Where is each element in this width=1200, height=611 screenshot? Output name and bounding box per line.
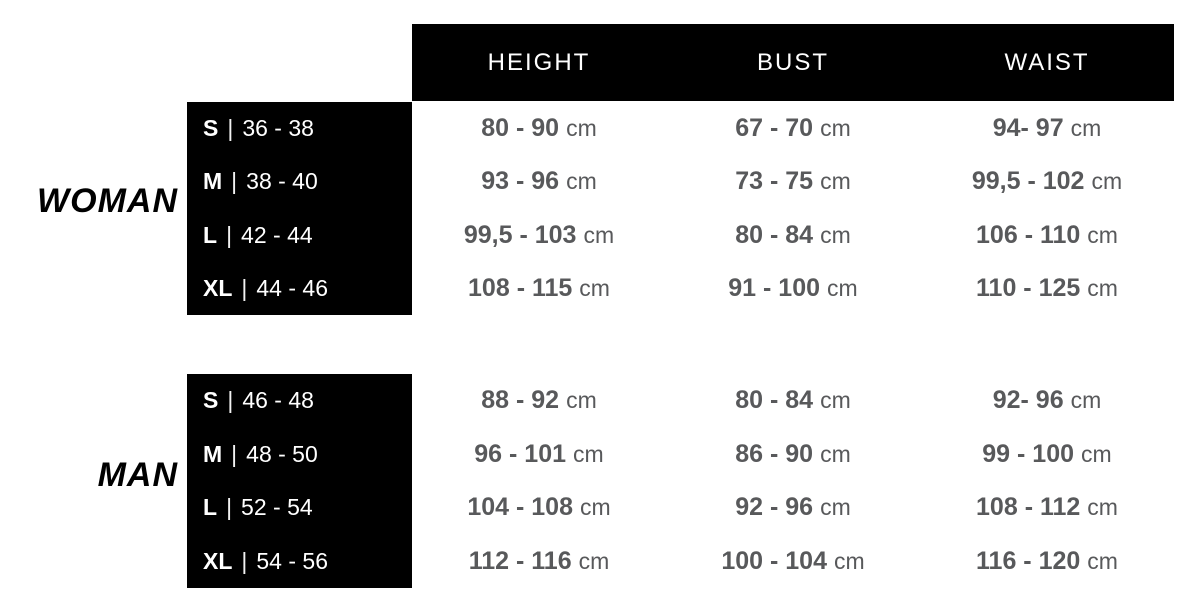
unit-label: cm [827, 274, 858, 301]
woman-m-height: 93 - 96 cm [481, 167, 597, 196]
man-row-xl [412, 535, 1174, 589]
size-range: 46 - 48 [242, 387, 314, 414]
size-range: 42 - 44 [241, 221, 313, 248]
woman-xl-height: 108 - 115 cm [468, 273, 610, 302]
man-s-waist: 92- 96 cm [992, 386, 1102, 415]
unit-label: cm [820, 494, 851, 521]
woman-values [412, 102, 1174, 315]
unit-label: cm [578, 547, 610, 574]
size-range: 44 - 46 [256, 274, 328, 301]
unit-label: cm [1070, 115, 1102, 142]
size-separator: | [227, 115, 234, 142]
table-header [412, 24, 1174, 101]
size-separator: | [226, 221, 233, 248]
size-letter: XL [203, 274, 233, 301]
man-m-height: 96 - 101 cm [474, 439, 604, 468]
unit-label: cm [1087, 494, 1118, 521]
woman-size-l [187, 209, 412, 262]
woman-s-bust: 67 - 70 cm [735, 114, 851, 143]
woman-row-s [412, 102, 1174, 155]
man-l-height: 104 - 108 cm [467, 493, 611, 522]
man-s-height: 88 - 92 cm [481, 386, 597, 415]
section-label-woman: WOMAN [37, 182, 178, 220]
size-range: 48 - 50 [246, 440, 318, 467]
woman-m-bust: 73 - 75 cm [735, 167, 851, 196]
unit-label: cm [820, 387, 851, 414]
column-header-bust: BUST [756, 48, 829, 76]
size-letter: L [203, 494, 218, 521]
woman-s-waist: 94- 97 cm [992, 114, 1102, 143]
woman-row-m [412, 155, 1174, 208]
man-l-waist: 108 - 112 cm [976, 493, 1118, 522]
size-separator: | [231, 440, 238, 467]
size-separator: | [231, 168, 238, 195]
man-xl-height: 112 - 116 cm [468, 546, 610, 575]
man-size-m [187, 428, 412, 482]
unit-label: cm [820, 221, 851, 248]
woman-xl-bust: 91 - 100 cm [728, 273, 858, 302]
unit-label: cm [566, 168, 597, 195]
unit-label: cm [566, 115, 597, 142]
unit-label: cm [1081, 440, 1112, 467]
unit-label: cm [1087, 221, 1118, 248]
man-l-bust: 92 - 96 cm [735, 493, 851, 522]
woman-s-height: 80 - 90 cm [481, 114, 597, 143]
column-header-height: HEIGHT [487, 48, 591, 76]
unit-label: cm [1087, 547, 1118, 574]
size-letter: M [203, 440, 223, 467]
unit-label: cm [820, 168, 851, 195]
unit-label: cm [579, 494, 611, 521]
size-letter: S [203, 387, 219, 414]
size-letter: XL [203, 547, 233, 574]
woman-size-column [187, 102, 412, 315]
size-range: 52 - 54 [241, 494, 313, 521]
size-letter: S [203, 115, 219, 142]
unit-label: cm [566, 387, 597, 414]
man-xl-waist: 116 - 120 cm [976, 546, 1118, 575]
man-s-bust: 80 - 84 cm [735, 386, 851, 415]
size-letter: M [203, 168, 223, 195]
unit-label: cm [583, 221, 615, 248]
man-size-s [187, 374, 412, 428]
woman-row-l [412, 209, 1174, 262]
man-row-l [412, 481, 1174, 535]
man-row-m [412, 428, 1174, 482]
man-size-l [187, 481, 412, 535]
size-range: 54 - 56 [256, 547, 328, 574]
unit-label: cm [1070, 387, 1102, 414]
size-letter: L [203, 221, 218, 248]
column-header-waist: WAIST [1004, 48, 1090, 76]
man-row-s [412, 374, 1174, 428]
size-separator: | [227, 387, 234, 414]
woman-size-m [187, 155, 412, 208]
unit-label: cm [1087, 274, 1118, 301]
man-xl-bust: 100 - 104 cm [721, 546, 865, 575]
size-separator: | [241, 274, 248, 301]
size-separator: | [226, 494, 233, 521]
man-m-waist: 99 - 100 cm [982, 439, 1112, 468]
unit-label: cm [833, 547, 865, 574]
man-size-xl [187, 535, 412, 589]
unit-label: cm [1091, 168, 1123, 195]
woman-size-s [187, 102, 412, 155]
woman-l-waist: 106 - 110 cm [976, 220, 1118, 249]
size-separator: | [241, 547, 248, 574]
unit-label: cm [820, 440, 851, 467]
woman-l-height: 99,5 - 103 cm [463, 220, 615, 249]
woman-m-waist: 99,5 - 102 cm [971, 167, 1123, 196]
unit-label: cm [579, 274, 610, 301]
woman-l-bust: 80 - 84 cm [735, 220, 851, 249]
unit-label: cm [820, 115, 851, 142]
size-range: 38 - 40 [246, 168, 318, 195]
woman-size-xl [187, 262, 412, 315]
man-m-bust: 86 - 90 cm [735, 439, 851, 468]
woman-xl-waist: 110 - 125 cm [976, 273, 1118, 302]
man-values [412, 374, 1174, 588]
section-label-man: MAN [97, 456, 178, 494]
man-size-column [187, 374, 412, 588]
unit-label: cm [573, 440, 604, 467]
woman-row-xl [412, 262, 1174, 315]
size-range: 36 - 38 [242, 115, 314, 142]
